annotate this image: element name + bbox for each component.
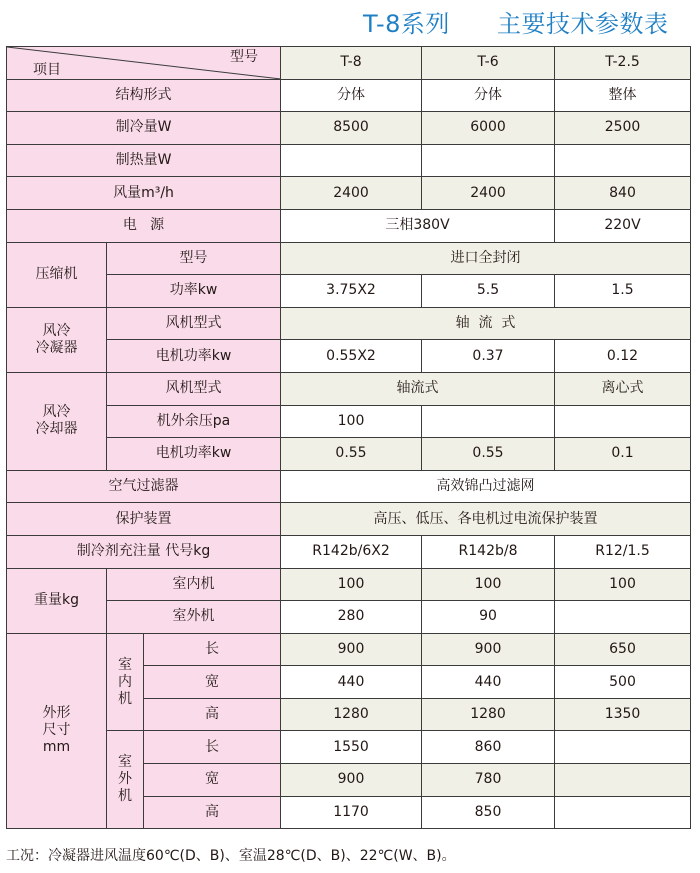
table-cell — [555, 144, 691, 177]
table-cell: 440 — [422, 666, 555, 699]
table-cell: 高效锦凸过滤网 — [281, 470, 691, 503]
row-label: 室外机 — [107, 601, 281, 634]
table-row — [7, 601, 691, 634]
table-cell: 850 — [422, 796, 555, 829]
table-row — [7, 470, 691, 503]
table-row — [7, 535, 691, 568]
table-cell: 5.5 — [422, 275, 555, 308]
subgroup-label: 室 外 机 — [107, 731, 144, 829]
table-cell: 6000 — [422, 112, 555, 145]
row-label: 制热量W — [7, 144, 281, 177]
row-label: 功率kw — [107, 275, 281, 308]
table-cell: 0.55 — [422, 438, 555, 471]
table-cell — [422, 405, 555, 438]
table-cell: 280 — [281, 601, 422, 634]
table-cell: 90 — [422, 601, 555, 634]
table-cell: 1350 — [555, 698, 691, 731]
table-cell: 100 — [281, 405, 422, 438]
group-label: 风冷 冷凝器 — [7, 307, 107, 372]
table-cell: 3.75X2 — [281, 275, 422, 308]
table-cell: 三相380V — [281, 209, 555, 242]
table-row — [7, 242, 691, 275]
table-cell: 0.55X2 — [281, 340, 422, 373]
table-cell: 2500 — [555, 112, 691, 145]
table-cell: 1280 — [281, 698, 422, 731]
row-label: 保护装置 — [7, 503, 281, 536]
table-row — [7, 340, 691, 373]
table-cell: 780 — [422, 764, 555, 797]
table-cell: 500 — [555, 666, 691, 699]
diagonal-header-cell — [7, 47, 281, 80]
table-cell: 0.1 — [555, 438, 691, 471]
row-label: 长 — [144, 731, 281, 764]
table-cell: 900 — [281, 633, 422, 666]
table-row — [7, 209, 691, 242]
row-label: 空气过滤器 — [7, 470, 281, 503]
row-label: 机外余压pa — [107, 405, 281, 438]
footnote: 工况：冷凝器进风温度60℃(D、B)、室温28℃(D、B)、22℃(W、B)。 — [6, 848, 456, 864]
table-cell: 进口全封闭 — [281, 242, 691, 275]
group-label: 压缩机 — [7, 242, 107, 307]
table-cell: R142b/6X2 — [281, 535, 422, 568]
table-cell — [555, 405, 691, 438]
table-cell: 轴 流 式 — [281, 307, 691, 340]
table-cell: 1.5 — [555, 275, 691, 308]
table-cell: 2400 — [281, 177, 422, 210]
header-model-t6: T-6 — [422, 47, 555, 80]
table-cell: R142b/8 — [422, 535, 555, 568]
group-label: 风冷 冷却器 — [7, 372, 107, 470]
header-row — [7, 47, 691, 80]
row-label: 室内机 — [107, 568, 281, 601]
table-cell: 8500 — [281, 112, 422, 145]
table-cell: 离心式 — [555, 372, 691, 405]
table-cell: 整体 — [555, 79, 691, 112]
header-item-label: 项目 — [33, 61, 61, 78]
row-label: 高 — [144, 698, 281, 731]
spec-table — [6, 46, 691, 829]
group-label: 重量kg — [7, 568, 107, 633]
row-label: 风量m³/h — [7, 177, 281, 210]
header-model-label: 型号 — [230, 49, 259, 65]
table-cell: 0.55 — [281, 438, 422, 471]
table-cell: 440 — [281, 666, 422, 699]
table-cell: 1280 — [422, 698, 555, 731]
table-cell — [422, 144, 555, 177]
table-cell: 900 — [281, 764, 422, 797]
table-cell — [555, 731, 691, 764]
table-cell: 0.12 — [555, 340, 691, 373]
table-cell: R12/1.5 — [555, 535, 691, 568]
table-row — [7, 275, 691, 308]
table-cell: 1170 — [281, 796, 422, 829]
table-row — [7, 503, 691, 536]
table-cell: 1550 — [281, 731, 422, 764]
row-label: 电 源 — [7, 209, 281, 242]
title-series: T-8系列 — [363, 10, 450, 38]
table-row — [7, 633, 691, 666]
table-row — [7, 731, 691, 764]
row-label: 长 — [144, 633, 281, 666]
header-model-t8: T-8 — [281, 47, 422, 80]
table-cell: 0.37 — [422, 340, 555, 373]
table-cell — [555, 764, 691, 797]
table-cell: 2400 — [422, 177, 555, 210]
table-row — [7, 144, 691, 177]
table-cell: 100 — [422, 568, 555, 601]
row-label: 风机型式 — [107, 307, 281, 340]
title-subject: 主要技术参数表 — [497, 10, 669, 38]
page-title — [0, 4, 700, 40]
table-row — [7, 79, 691, 112]
table-cell: 分体 — [281, 79, 422, 112]
table-row — [7, 112, 691, 145]
table-cell: 100 — [555, 568, 691, 601]
row-label: 宽 — [144, 764, 281, 797]
row-label: 电机功率kw — [107, 340, 281, 373]
table-cell — [555, 601, 691, 634]
table-cell: 高压、低压、各电机过电流保护装置 — [281, 503, 691, 536]
row-label: 型号 — [107, 242, 281, 275]
table-cell: 650 — [555, 633, 691, 666]
table-cell: 100 — [281, 568, 422, 601]
table-row — [7, 177, 691, 210]
table-cell: 220V — [555, 209, 691, 242]
row-label: 制冷剂充注量 代号kg — [7, 535, 281, 568]
table-cell: 轴流式 — [281, 372, 555, 405]
table-row — [7, 405, 691, 438]
row-label: 宽 — [144, 666, 281, 699]
row-label: 高 — [144, 796, 281, 829]
row-label: 电机功率kw — [107, 438, 281, 471]
subgroup-label: 室 内 机 — [107, 633, 144, 731]
table-row — [7, 372, 691, 405]
row-label: 结构形式 — [7, 79, 281, 112]
row-label: 制冷量W — [7, 112, 281, 145]
table-cell: 840 — [555, 177, 691, 210]
table-row — [7, 307, 691, 340]
row-label: 风机型式 — [107, 372, 281, 405]
table-cell: 900 — [422, 633, 555, 666]
group-label: 外形 尺寸 mm — [7, 633, 107, 829]
table-row — [7, 438, 691, 471]
table-cell: 分体 — [422, 79, 555, 112]
table-cell — [555, 796, 691, 829]
table-cell — [281, 144, 422, 177]
table-row — [7, 568, 691, 601]
table-cell: 860 — [422, 731, 555, 764]
header-model-t25: T-2.5 — [555, 47, 691, 80]
